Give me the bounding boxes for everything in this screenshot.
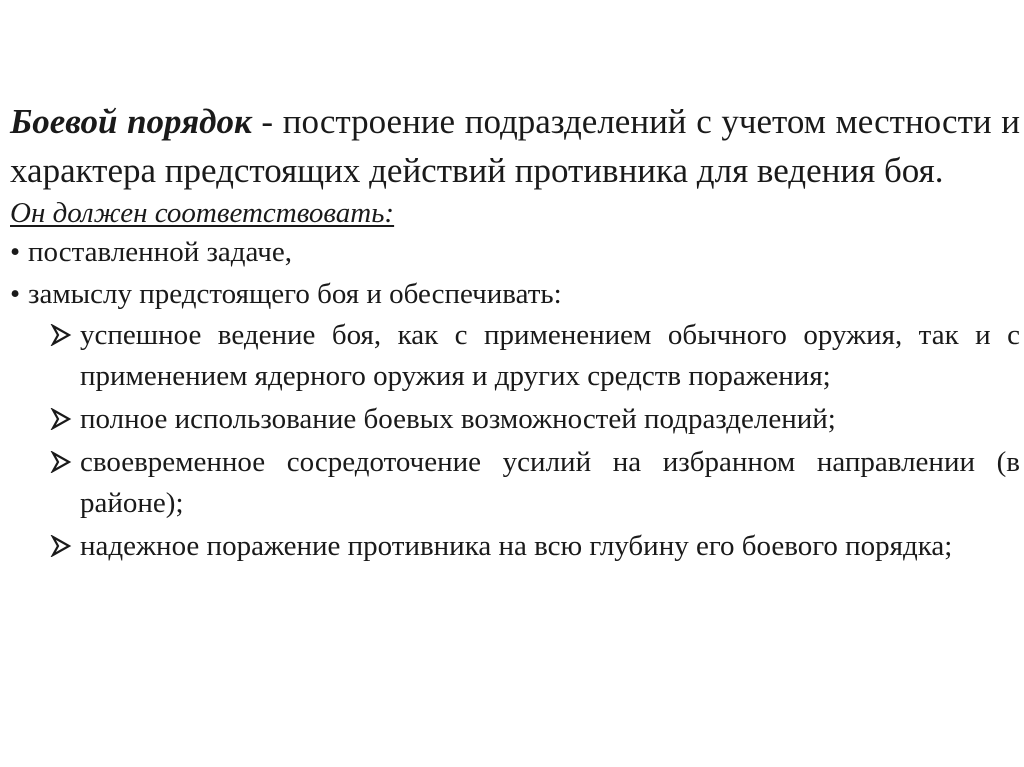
arrow-bullet-icon (50, 451, 72, 473)
requirements-heading: Он должен соответствовать: (10, 197, 395, 229)
sub-item (10, 315, 1020, 397)
sub-item (10, 399, 1020, 440)
sub-item-text: полное использование боевых возможностей подразделений; (80, 403, 836, 435)
sub-item-text: надежное поражение противника на всю глубину его боевого порядка; (80, 530, 953, 562)
sub-item-text: успешное ведение боя, как с применением обычного оружия, так и с применением ядерного оружия и других средств поражения; (80, 319, 1020, 392)
bullet-item (10, 231, 1020, 273)
sub-item (10, 442, 1020, 524)
bullet-dot: • (10, 278, 21, 310)
definition-paragraph (10, 97, 1020, 195)
sub-item-text: своевременное сосредоточение усилий на избранном направлении (в районе); (80, 446, 1020, 519)
arrow-bullet-icon (50, 535, 72, 557)
bullet-item-text: поставленной задаче, (28, 236, 292, 268)
arrow-bullet-icon (50, 408, 72, 430)
bullet-item-text: замыслу предстоящего боя и обеспечивать: (28, 278, 562, 310)
bullet-dot: • (10, 236, 21, 268)
bullet-item (10, 273, 1020, 315)
arrow-bullet-icon (50, 324, 72, 346)
sub-item (10, 526, 1020, 567)
definition-text: - построение подразделений с учетом местности и характера предстоящих действий противника для ведения боя. (10, 102, 1021, 190)
slide-content (10, 97, 1020, 567)
definition-term: Боевой порядок (10, 102, 252, 141)
